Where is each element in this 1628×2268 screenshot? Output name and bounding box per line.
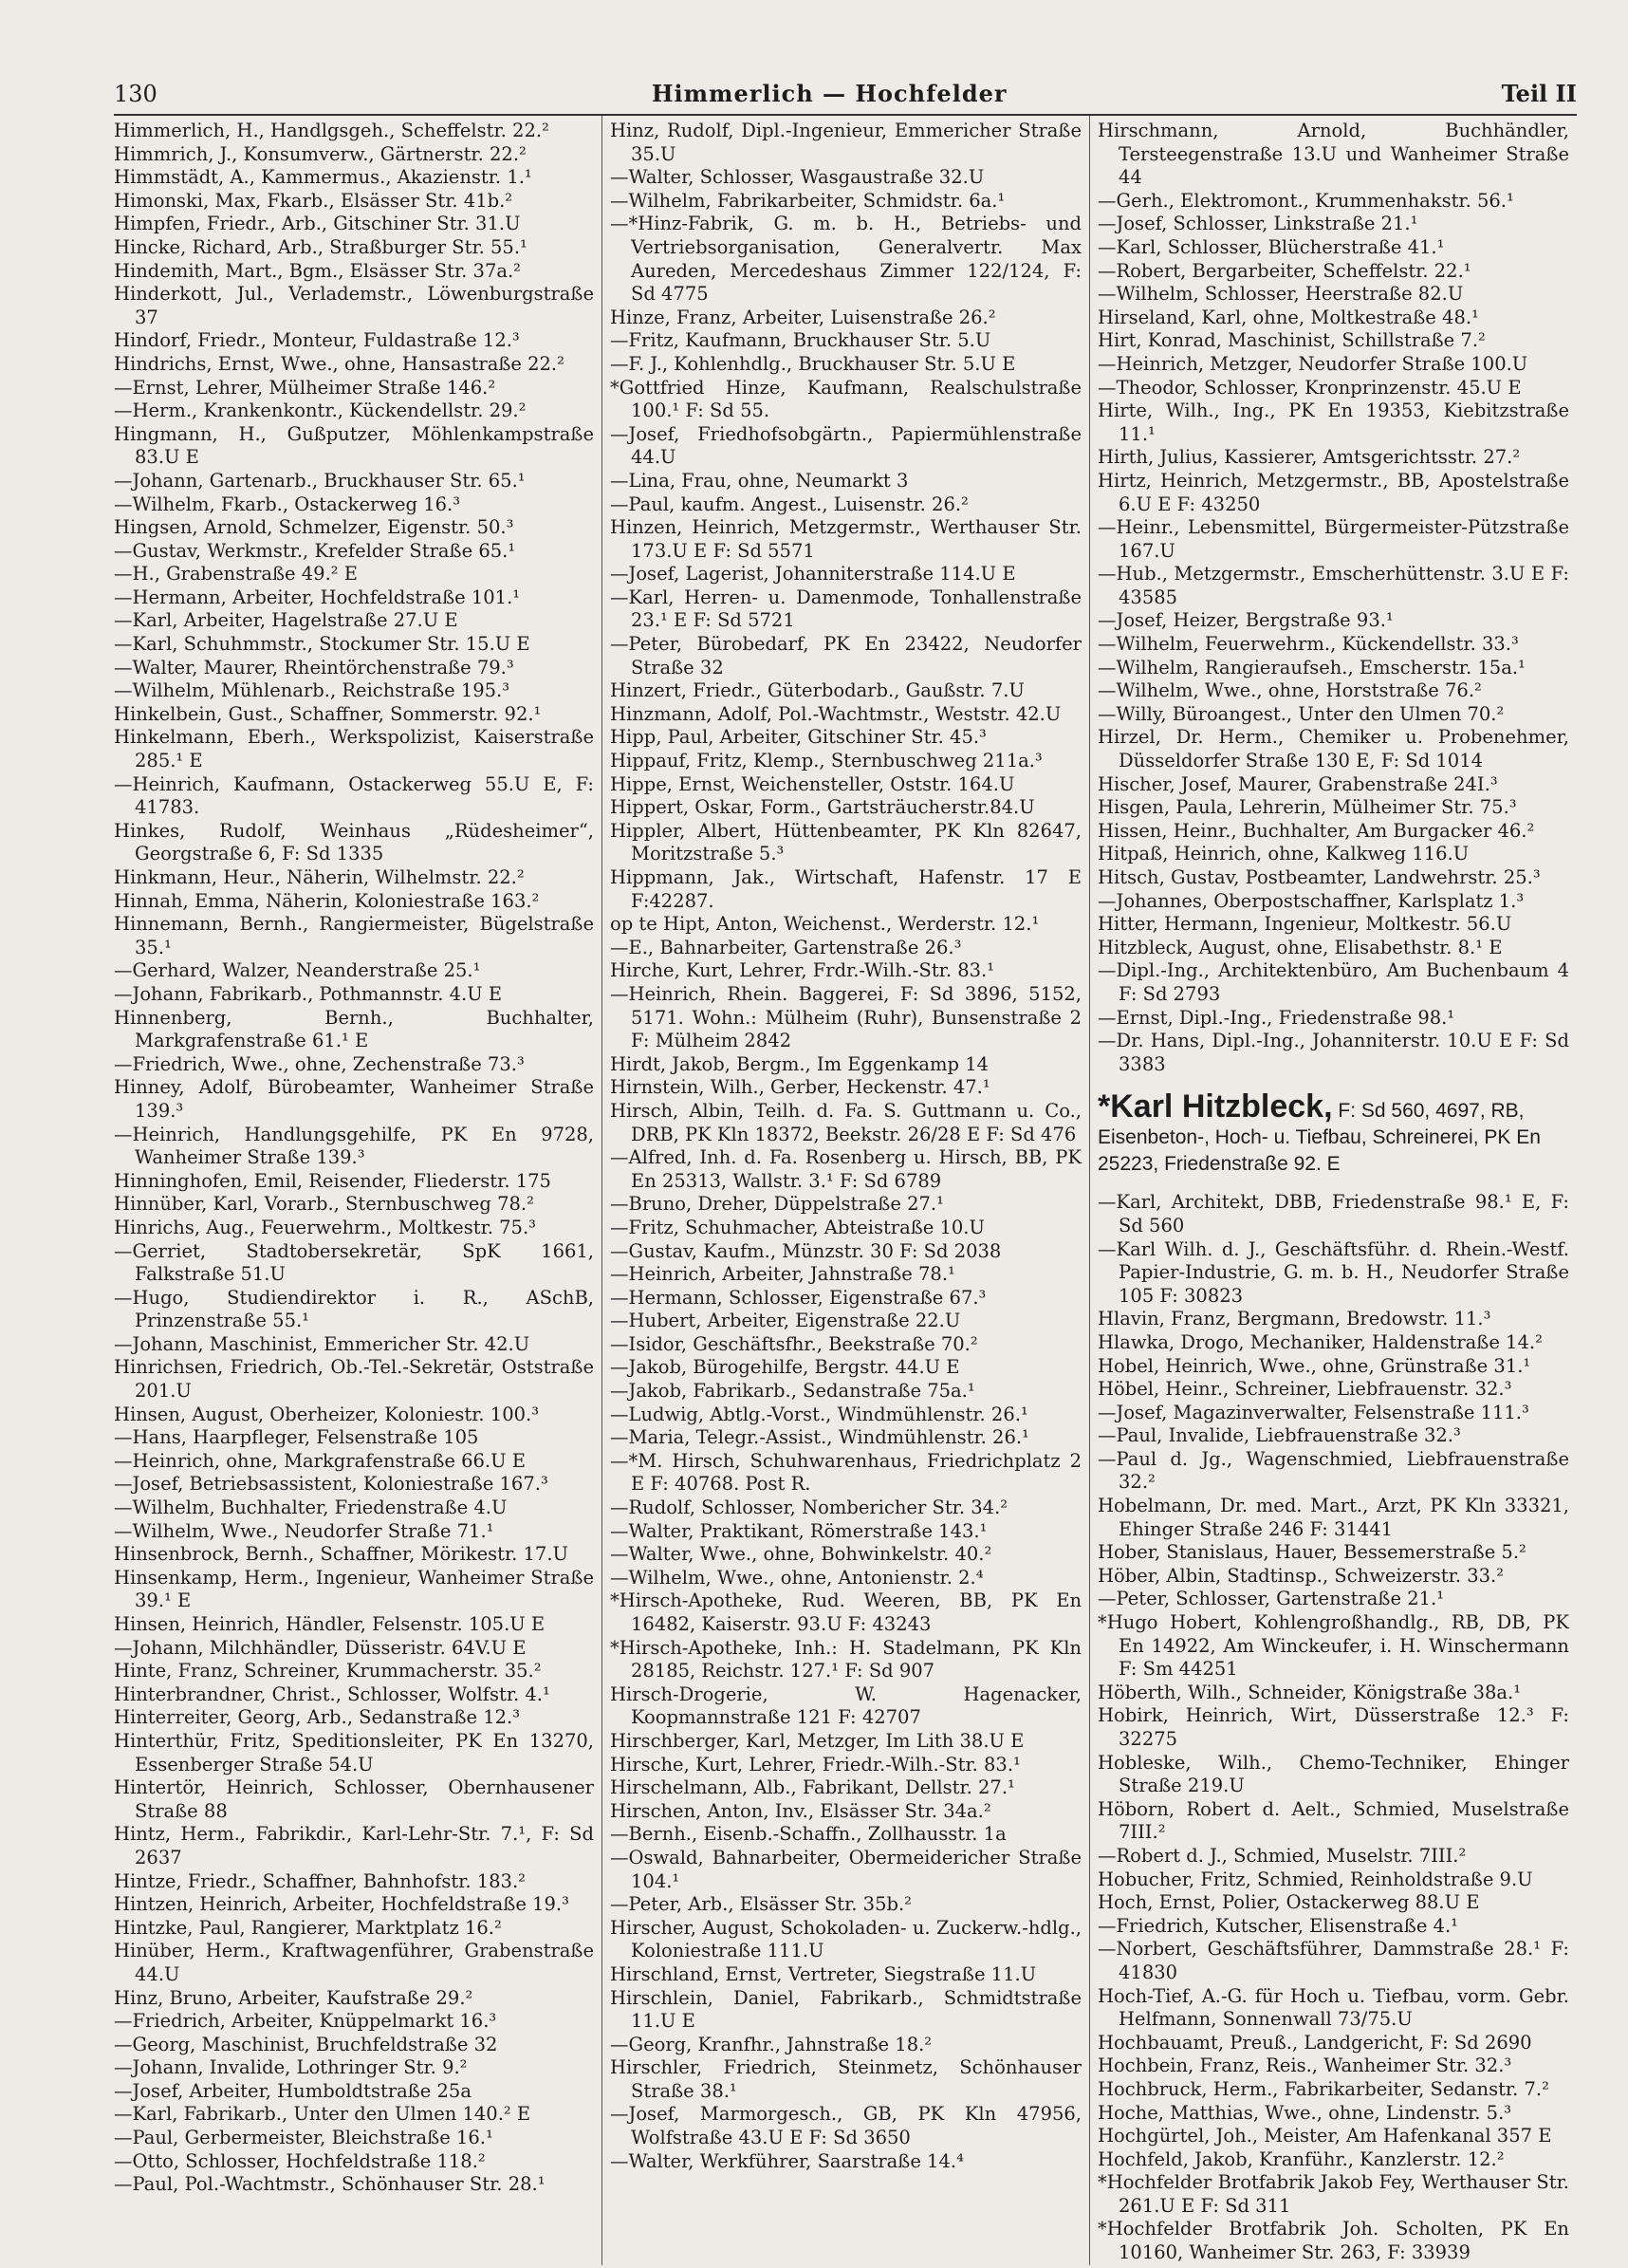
directory-entry: —Wilhelm, Rangieraufseh., Emscherstr. 15a.¹ [1098,656,1526,679]
directory-entry: —Hermann, Schlosser, Eigenstraße 67.³ [610,1286,987,1309]
directory-entry: Hochgürtel, Joh., Meister, Am Hafenkanal 357 E [1098,2125,1552,2147]
directory-entry: —Peter, Schlosser, Gartenstraße 21.¹ [1098,1588,1445,1610]
directory-entry: Höber, Albin, Stadtinsp., Schweizerstr. 33.² [1098,1564,1505,1587]
directory-entry: Hobirk, Heinrich, Wirt, Düsserstraße 12.³ F: 32275 [1098,1704,1569,1750]
directory-entry: Hinnemann, Bernh., Rangiermeister, Bügelstraße 35.¹ [114,913,594,958]
directory-entry: Hinnüber, Karl, Vorarb., Sternbuschweg 78.² [114,1193,534,1216]
directory-entry: —Josef, Friedhofsobgärtn., Papiermühlenstraße 44.U [610,422,1082,469]
directory-entry: —F. J., Kohlenhdlg., Bruckhauser Str. 5.U E [610,352,1016,375]
directory-entry: —Walter, Wwe., ohne, Bohwinkelstr. 40.² [610,1543,992,1566]
directory-entry: Hinzmann, Adolf, Pol.-Wachtmstr., Weststr. 42.U [610,702,1062,725]
directory-entry: Hinney, Adolf, Bürobeamter, Wanheimer Straße 139.³ [114,1076,594,1122]
directory-entry: Hinzen, Heinrich, Metzgermstr., Werthauser Str. 173.U E F: Sd 5571 [610,516,1082,562]
directory-entry: —Friedrich, Wwe., ohne, Zechenstraße 73.³ [114,1052,525,1075]
directory-entry: —Karl, Schlosser, Blücherstraße 41.¹ [1098,235,1445,258]
directory-entry: —Josef, Betriebsassistent, Koloniestraße 167.³ [114,1473,548,1496]
directory-entry: Himpfen, Friedr., Arb., Gitschiner Str. 31.U [114,213,521,235]
directory-entry: Hoch, Ernst, Polier, Ostackerweg 88.U E [1098,1891,1480,1914]
ad-name: *Karl Hitzbleck, [1098,1088,1333,1125]
directory-entry: —Johann, Invalide, Lothringer Str. 9.² [114,2056,468,2079]
directory-entry: —Johannes, Oberpostschaffner, Karlsplatz 1.³ [1098,889,1525,912]
directory-entry: Himmerlich, H., Handlgsgeh., Scheffelstr. 22.² [114,120,549,141]
directory-entry: —Norbert, Geschäftsführer, Dammstraße 28.¹ F: 41830 [1098,1938,1569,1983]
directory-entry: Hingsen, Arnold, Schmelzer, Eigenstr. 50.³ [114,516,514,539]
directory-entry: Hirschberger, Karl, Metzger, Im Lith 38.U E [610,1729,1025,1752]
directory-entry: —Hugo, Studiendirektor i. R., ASchB, Prinzenstraße 55.¹ [114,1286,594,1332]
directory-entry: Hinz, Rudolf, Dipl.-Ingenieur, Emmericher Straße 35.U [610,120,1082,165]
directory-entry: Hinsenkamp, Herm., Ingenieur, Wanheimer Straße 39.¹ E [114,1566,594,1612]
directory-entry: Hintze, Friedr., Schaffner, Bahnhofstr. 183.² [114,1869,526,1892]
directory-entry: —Dipl.-Ing., Architektenbüro, Am Buchenbaum 4 F: Sd 2793 [1098,959,1569,1005]
directory-entry: —Johann, Milchhändler, Düsseristr. 64V.U E [114,1636,527,1659]
directory-entry: Hinsen, Heinrich, Händler, Felsenstr. 105.U E [114,1613,546,1635]
directory-entry: Hochbruck, Herm., Fabrikarbeiter, Sedanstr. 7.² [1098,2077,1549,2100]
directory-entry: *Hochfelder Brotfabrik Jakob Fey, Werthauser Str. 261.U E F: Sd 311 [1098,2171,1569,2217]
directory-entry: —Johann, Maschinist, Emmericher Str. 42.U [114,1332,530,1355]
directory-entry: Himmrich, J., Konsumverw., Gärtnerstr. 22.² [114,142,527,165]
directory-entry: Hinnenberg, Bernh., Buchhalter, Markgrafenstraße 61.¹ E [114,1006,594,1052]
directory-entry: —Karl, Arbeiter, Hagelstraße 27.U E [114,609,458,632]
directory-entry: —Ernst, Lehrer, Mülheimer Straße 146.² [114,376,496,399]
directory-entry: Hinrichs, Aug., Feuerwehrm., Moltkestr. 75.³ [114,1216,536,1238]
directory-entry: Himonski, Max, Fkarb., Elsässer Str. 41b.² [114,189,513,212]
directory-entry: Hochfeld, Jakob, Kranführ., Kanzlerstr. 12.² [1098,2147,1505,2170]
part-label: Teil II [1501,80,1577,107]
columns [114,116,1577,2264]
directory-entry: *Gottfried Hinze, Kaufmann, Realschulstraße 100.¹ F: Sd 55. [610,376,1082,422]
directory-entry: Hintzke, Paul, Rangierer, Marktplatz 16.² [114,1916,502,1939]
directory-entry: Hitpaß, Heinrich, ohne, Kalkweg 116.U [1098,843,1470,865]
directory-entry: Hintertör, Heinrich, Schlosser, Obernhausener Straße 88 [114,1776,594,1822]
directory-entry: Hippert, Oskar, Form., Gartsträucherstr.84.U [610,796,1035,819]
directory-entry: —Walter, Praktikant, Römerstraße 143.¹ [610,1519,988,1542]
directory-entry: —Gerh., Elektromont., Krummenhakstr. 56.¹ [1098,189,1514,212]
directory-entry: —Heinrich, Handlungsgehilfe, PK En 9728, Wanheimer Straße 139.³ [114,1123,594,1169]
directory-entry: Hippe, Ernst, Weichensteller, Oststr. 164.U [610,772,1015,795]
directory-entry: —Wilhelm, Wwe., ohne, Antonienstr. 2.⁴ [610,1566,984,1589]
directory-entry: Hirche, Kurt, Lehrer, Frdr.-Wilh.-Str. 83.¹ [610,959,995,982]
directory-entry: Hirschlein, Daniel, Fabrikarb., Schmidtstraße 11.U E [610,1986,1082,2033]
directory-entry: —Heinrich, ohne, Markgrafenstraße 66.U E [114,1449,526,1472]
advertisement [1098,1088,1569,1178]
directory-entry: Hinkelbein, Gust., Schaffner, Sommerstr. 92.¹ [114,702,542,725]
directory-entry: —Paul, kaufm. Angest., Luisenstr. 26.² [610,493,969,515]
directory-entry: —Karl Wilh. d. J., Geschäftsführ. d. Rhein.-Westf. Papier-Industrie, G. m. b. H., Neudorfer Straße 105 F: 30823 [1098,1237,1569,1307]
directory-entry: Hobleske, Wilh., Chemo-Techniker, Ehinger Straße 219.U [1098,1751,1569,1797]
directory-entry: Hinsenbrock, Bernh., Schaffner, Mörikestr. 17.U [114,1543,568,1566]
directory-entry: Hingmann, H., Gußputzer, Möhlenkampstraße 83.U E [114,422,594,469]
directory-entry: —Theodor, Schlosser, Kronprinzenstr. 45.U E [1098,376,1522,399]
directory-entry: —Bruno, Dreher, Düppelstraße 27.¹ [610,1193,944,1216]
directory-entry: Hindorf, Friedr., Monteur, Fuldastraße 12.³ [114,329,520,352]
directory-entry: —Fritz, Kaufmann, Bruckhauser Str. 5.U [610,329,991,352]
column-3 [1089,116,1577,2265]
directory-entry: Hobel, Heinrich, Wwe., ohne, Grünstraße 31.¹ [1098,1354,1531,1377]
directory-entry: Hoch-Tief, A.-G. für Hoch u. Tiefbau, vorm. Gebr. Helfmann, Sonnenwall 73/75.U [1098,1984,1569,2031]
directory-entry: —Wilhelm, Wwe., Neudorfer Straße 71.¹ [114,1519,494,1542]
directory-entry: Hirsch-Drogerie, W. Hagenacker, Koopmannstraße 121 F: 42707 [610,1682,1082,1729]
directory-entry: —Friedrich, Arbeiter, Knüppelmarkt 16.³ [114,2010,497,2033]
directory-entry: Hippmann, Jak., Wirtschaft, Hafenstr. 17 E F:42287. [610,866,1082,912]
directory-entry: Hischer, Josef, Maurer, Grabenstraße 24I.³ [1098,772,1498,795]
directory-entry: —Josef, Schlosser, Linkstraße 21.¹ [1098,213,1418,235]
directory-entry: Hinte, Franz, Schreiner, Krummacherstr. 35.² [114,1660,542,1682]
directory-entry: —Otto, Schlosser, Hochfeldstraße 118.² [114,2149,486,2172]
directory-entry: Hipp, Paul, Arbeiter, Gitschiner Str. 45.³ [610,726,987,749]
directory-entry: —Wilhelm, Feuerwehrm., Kückendellstr. 33.³ [1098,633,1519,656]
ad-text: Eisenbeton-, Hoch- u. Tiefbau, Schreinerei, PK En 25223, Friedenstraße 92. E [1098,1126,1541,1176]
directory-entry: Hoche, Matthias, Wwe., ohne, Lindenstr. 5.³ [1098,2101,1512,2124]
directory-entry: —Heinrich, Rhein. Baggerei, F: Sd 3896, 5152, 5171. Wohn.: Mülheim (Ruhr), Bunsenstraße 2 F: Mülheim 2842 [610,982,1082,1052]
directory-entry: —Heinr., Lebensmittel, Bürgermeister-Pützstraße 167.U [1098,516,1569,562]
directory-entry: *Hugo Hobert, Kohlengroßhandlg., RB, DB, PK En 14922, Am Winckeufer, i. H. Winschermann F: Sm 44251 [1098,1611,1569,1681]
directory-entry: Hinrichsen, Friedrich, Ob.-Tel.-Sekretär, Oststraße 201.U [114,1356,594,1403]
directory-entry: Hinüber, Herm., Kraftwagenführer, Grabenstraße 44.U [114,1940,594,1985]
directory-entry: —Gerhard, Walzer, Neanderstraße 25.¹ [114,959,481,982]
directory-entry: —Josef, Heizer, Bergstraße 93.¹ [1098,609,1394,632]
directory-entry: —Wilhelm, Schlosser, Heerstraße 82.U [1098,283,1464,306]
directory-entry: Hinsen, August, Oberheizer, Koloniestr. 100.³ [114,1403,540,1425]
directory-entry: Hinnah, Emma, Näherin, Koloniestraße 163.² [114,889,540,912]
directory-entry: Hirschland, Ernst, Vertreter, Siegstraße 11.U [610,1962,1037,1985]
directory-entry: Hinderkott, Jul., Verlademstr., Löwenburgstraße 37 [114,283,594,328]
directory-entry: —Paul, Invalide, Liebfrauenstraße 32.³ [1098,1424,1461,1447]
directory-entry: —Paul, Gerbermeister, Bleichstraße 16.¹ [114,2127,493,2149]
directory-entry: —*Hinz-Fabrik, G. m. b. H., Betriebs- und Vertriebsorganisation, Generalvertr. Max Aureden, Mercedeshaus Zimmer 122/124, F: Sd 4775 [610,213,1082,306]
directory-entry: —Ernst, Dipl.-Ing., Friedenstraße 98.¹ [1098,1006,1455,1029]
page-number: 130 [114,81,157,107]
directory-entry: Hindrichs, Ernst, Wwe., ohne, Hansastraße 22.² [114,352,564,375]
directory-entry: Hippler, Albert, Hüttenbeamter, PK Kln 82647, Moritzstraße 5.³ [610,819,1082,865]
directory-entry: Höborn, Robert d. Aelt., Schmied, Muselstraße 7III.² [1098,1797,1569,1844]
directory-entry: —H., Grabenstraße 49.² E [114,563,359,586]
directory-entry: —Alfred, Inh. d. Fa. Rosenberg u. Hirsch, BB, PK En 25313, Wallstr. 3.¹ F: Sd 6789 [610,1146,1082,1192]
directory-entry: —Gustav, Kaufm., Münzstr. 30 F: Sd 2038 [610,1239,1002,1262]
directory-entry: —Josef, Marmorgesch., GB, PK Kln 47956, Wolfstraße 43.U E F: Sd 3650 [610,2103,1082,2149]
directory-entry: *Hirsch-Apotheke, Rud. Weeren, BB, PK En 16482, Kaiserstr. 93.U F: 43243 [610,1589,1082,1635]
directory-entry: Hinterthür, Fritz, Speditionsleiter, PK En 13270, Essenberger Straße 54.U [114,1729,594,1775]
directory-entry: Hirnstein, Wilh., Gerber, Heckenstr. 47.¹ [610,1076,990,1099]
column-2 [601,116,1089,2265]
directory-entry: Hisgen, Paula, Lehrerin, Mülheimer Str. 75.³ [1098,796,1517,819]
column-1 [114,116,601,2265]
directory-entry: Hirsch, Albin, Teilh. d. Fa. S. Guttmann u. Co., DRB, PK Kln 18372, Beekstr. 26/28 E F: Sd 476 [610,1099,1082,1145]
running-title: Himmerlich — Hochfelder [651,80,1008,107]
directory-entry: —E., Bahnarbeiter, Gartenstraße 26.³ [610,936,962,958]
directory-entry: —Gerriet, Stadtobersekretär, SpK 1661, Falkstraße 51.U [114,1239,594,1286]
directory-entry: —Friedrich, Kutscher, Elisenstraße 4.¹ [1098,1914,1458,1937]
directory-entry: —Robert, Bergarbeiter, Scheffelstr. 22.¹ [1098,259,1471,282]
directory-entry: Hinterreiter, Georg, Arb., Sedanstraße 12.³ [114,1706,521,1729]
directory-entry: —Georg, Maschinist, Bruchfeldstraße 32 [114,2033,498,2055]
directory-entry: Hirdt, Jakob, Bergm., Im Eggenkamp 14 [610,1052,990,1075]
directory-entry: Hirsche, Kurt, Lehrer, Friedr.-Wilh.-Str. 83.¹ [610,1753,1021,1775]
directory-entry: Hirth, Julius, Kassierer, Amtsgerichtsstr. 27.² [1098,446,1521,469]
directory-entry: —Robert d. J., Schmied, Muselstr. 7III.² [1098,1844,1467,1867]
directory-entry: —Karl, Architekt, DBB, Friedenstraße 98.¹ E, F: Sd 560 [1098,1191,1569,1236]
directory-entry: —Wilhelm, Fabrikarbeiter, Schmidstr. 6a.¹ [610,189,1006,212]
directory-entry: —Herm., Krankenkontr., Kückendellstr. 29.² [114,400,527,422]
directory-entry: —Bernh., Eisenb.-Schaffn., Zollhausstr. 1a [610,1823,1007,1846]
directory-entry: Hippauf, Fritz, Klemp., Sternbuschweg 211a.³ [610,750,1043,772]
directory-entry: Hobucher, Fritz, Schmied, Reinholdstraße 9.U [1098,1868,1533,1890]
directory-entry: —Paul d. Jg., Wagenschmied, Liebfrauenstraße 32.² [1098,1447,1569,1494]
directory-entry: —Hub., Metzgermstr., Emscherhüttenstr. 3.U E F: 43585 [1098,563,1569,608]
directory-entry: Hitter, Hermann, Ingenieur, Moltkestr. 56.U [1098,913,1512,936]
directory-entry: Hirschmann, Arnold, Buchhändler, Tersteegenstraße 13.U und Wanheimer Straße 44 [1098,120,1569,189]
directory-entry: Hinkmann, Heur., Näherin, Wilhelmstr. 22.² [114,866,525,888]
directory-entry: Hirschen, Anton, Inv., Elsässer Str. 34a.² [610,1799,991,1822]
directory-entry: Hirscher, August, Schokoladen- u. Zuckerw.-hdlg., Koloniestraße 111.U [610,1916,1082,1962]
directory-entry: Hirt, Konrad, Maschinist, Schillstraße 7.² [1098,329,1486,352]
directory-entry: —Wilhelm, Fkarb., Ostackerweg 16.³ [114,493,461,515]
directory-entry: —Walter, Schlosser, Wasgaustraße 32.U [610,166,985,189]
directory-entry: —Wilhelm, Wwe., ohne, Horststraße 76.² [1098,679,1482,702]
directory-entry: —Lina, Frau, ohne, Neumarkt 3 [610,469,909,492]
directory-entry: —Johann, Gartenarb., Bruckhauser Str. 65.¹ [114,469,526,492]
directory-entry: —Maria, Telegr.-Assist., Windmühlenstr. 26.¹ [610,1426,1029,1449]
directory-entry: —Peter, Bürobedarf, PK En 23422, Neudorfer Straße 32 [610,633,1082,679]
directory-entry: Hlawka, Drogo, Mechaniker, Haldenstraße 14.² [1098,1330,1543,1353]
directory-entry: —Johann, Fabrikarb., Pothmannstr. 4.U E [114,982,503,1005]
directory-entry: —Walter, Maurer, Rheintörchenstraße 79.³ [114,656,514,679]
directory-entry: Hinz, Bruno, Arbeiter, Kaufstraße 29.² [114,1986,473,2009]
directory-entry: Hinkelmann, Eberh., Werkspolizist, Kaiserstraße 285.¹ E [114,726,594,772]
directory-entry: —Josef, Magazinverwalter, Felsenstraße 111.³ [1098,1401,1529,1423]
directory-entry: —Jakob, Bürogehilfe, Bergstr. 44.U E [610,1356,960,1379]
directory-entry: *Hirsch-Apotheke, Inh.: H. Stadelmann, PK Kln 28185, Reichstr. 127.¹ F: Sd 907 [610,1636,1082,1682]
directory-entry: Hirschler, Friedrich, Steinmetz, Schönhauser Straße 38.¹ [610,2056,1082,2102]
directory-entry: —Paul, Pol.-Wachtmstr., Schönhauser Str. 28.¹ [114,2173,546,2196]
directory-entry: —Wilhelm, Mühlenarb., Reichstraße 195.³ [114,679,510,702]
directory-entry: Höberth, Wilh., Schneider, Königstraße 38a.¹ [1098,1681,1522,1703]
directory-entry: —Hans, Haarpfleger, Felsenstraße 105 [114,1426,479,1449]
directory-entry: Hitsch, Gustav, Postbeamter, Landwehrstr. 25.³ [1098,866,1541,888]
directory-entry: Hober, Stanislaus, Hauer, Bessemerstraße 5.² [1098,1541,1526,1564]
directory-entry: Himmstädt, A., Kammermus., Akazienstr. 1.¹ [114,166,532,189]
directory-entry: —Jakob, Fabrikarb., Sedanstraße 75a.¹ [610,1380,975,1403]
directory-entry: —Georg, Kranfhr., Jahnstraße 18.² [610,2033,933,2055]
directory-entry: Hindemith, Mart., Bgm., Elsässer Str. 37a.² [114,259,521,282]
directory-entry: Hintzen, Heinrich, Arbeiter, Hochfeldstraße 19.³ [114,1893,569,1916]
page-header [114,80,1577,116]
directory-entry: —Josef, Lagerist, Johanniterstraße 114.U E [610,563,1016,586]
directory-entry: —Dr. Hans, Dipl.-Ing., Johanniterstr. 10.U E F: Sd 3383 [1098,1030,1569,1075]
directory-entry: —*M. Hirsch, Schuhwarenhaus, Friedrichplatz 2 E F: 40768. Post R. [610,1449,1082,1496]
directory-entry: —Fritz, Schuhmacher, Abteistraße 10.U [610,1216,985,1238]
directory-entry: Hirtz, Heinrich, Metzgermstr., BB, Apostelstraße 6.U E F: 43250 [1098,469,1569,515]
directory-entry: Hinkes, Rudolf, Weinhaus „Rüdesheimer“, Georgstraße 6, F: Sd 1335 [114,819,594,865]
directory-entry: Hirseland, Karl, ohne, Moltkestraße 48.¹ [1098,306,1479,328]
directory-entry: —Oswald, Bahnarbeiter, Obermeidericher Straße 104.¹ [610,1846,1082,1892]
directory-entry: —Hermann, Arbeiter, Hochfeldstraße 101.¹ [114,586,521,608]
directory-entry: —Ludwig, Abtlg.-Vorst., Windmühlenstr. 26.¹ [610,1403,1028,1425]
directory-entry: Hincke, Richard, Arb., Straßburger Str. 55.¹ [114,235,527,258]
directory-entry: Hirte, Wilh., Ing., PK En 19353, Kiebitzstraße 11.¹ [1098,400,1569,445]
directory-entry: —Rudolf, Schlosser, Nombericher Str. 34.² [610,1497,1008,1519]
directory-entry: Hirzel, Dr. Herm., Chemiker u. Probenehmer, Düsseldorfer Straße 130 E, F: Sd 1014 [1098,726,1569,772]
directory-entry: Hinze, Franz, Arbeiter, Luisenstraße 26.² [610,306,996,328]
directory-entry: —Karl, Schuhmmstr., Stockumer Str. 15.U E [114,633,530,656]
directory-entry: —Karl, Fabrikarb., Unter den Ulmen 140.² E [114,2103,531,2126]
directory-entry: Hinzert, Friedr., Güterbodarb., Gaußstr. 7.U [610,679,1025,702]
ad-phone: F: Sd 560, 4697, RB, [1338,1100,1525,1123]
directory-entry: —Peter, Arb., Elsässer Str. 35b.² [610,1893,912,1916]
directory-entry: Hitzbleck, August, ohne, Elisabethstr. 8.¹ E [1098,936,1503,958]
directory-entry: —Heinrich, Kaufmann, Ostackerweg 55.U E, F: 41783. [114,772,594,819]
directory-entry: Hinterbrandner, Christ., Schlosser, Wolfstr. 4.¹ [114,1682,550,1705]
directory-entry: Hochbauamt, Preuß., Landgericht, F: Sd 2690 [1098,2031,1532,2054]
directory-entry: —Willy, Büroangest., Unter den Ulmen 70.² [1098,702,1505,725]
directory-entry: Hintz, Herm., Fabrikdir., Karl-Lehr-Str. 7.¹, F: Sd 2637 [114,1823,594,1868]
directory-entry: op te Hipt, Anton, Weichenst., Werderstr. 12.¹ [610,913,1040,936]
directory-entry: Hlavin, Franz, Bergmann, Bredowstr. 11.³ [1098,1308,1491,1330]
directory-entry: Hissen, Heinr., Buchhalter, Am Burgacker 46.² [1098,819,1535,842]
directory-entry: Hochbein, Franz, Reis., Wanheimer Str. 32.³ [1098,2054,1512,2077]
directory-entry: Hobelmann, Dr. med. Mart., Arzt, PK Kln 33321, Ehinger Straße 246 F: 31441 [1098,1495,1569,1540]
directory-entry: —Gustav, Werkmstr., Krefelder Straße 65.¹ [114,539,516,562]
directory-entry: —Hubert, Arbeiter, Eigenstraße 22.U [610,1310,961,1332]
directory-entry: —Karl, Herren- u. Damenmode, Tonhallenstraße 23.¹ E F: Sd 5721 [610,586,1082,632]
directory-entry: —Heinrich, Metzger, Neudorfer Straße 100.U [1098,352,1528,375]
directory-entry: *Hochfelder Brotfabrik Joh. Scholten, PK En 10160, Wanheimer Str. 263, F: 33939 [1098,2218,1569,2264]
directory-entry: Hinninghofen, Emil, Reisender, Fliederstr. 175 [114,1169,551,1192]
directory-entry: —Isidor, Geschäftsfhr., Beekstraße 70.² [610,1332,978,1355]
directory-entry: Hirschelmann, Alb., Fabrikant, Dellstr. 27.¹ [610,1776,1015,1799]
directory-entry: —Walter, Werkführer, Saarstraße 14.⁴ [610,2149,964,2172]
directory-entry: —Heinrich, Arbeiter, Jahnstraße 78.¹ [610,1263,955,1286]
directory-entry: Höbel, Heinr., Schreiner, Liebfrauenstr. 32.³ [1098,1378,1512,1401]
directory-entry: —Josef, Arbeiter, Humboldtstraße 25a [114,2079,472,2102]
directory-entry: —Wilhelm, Buchhalter, Friedenstraße 4.U [114,1497,508,1519]
